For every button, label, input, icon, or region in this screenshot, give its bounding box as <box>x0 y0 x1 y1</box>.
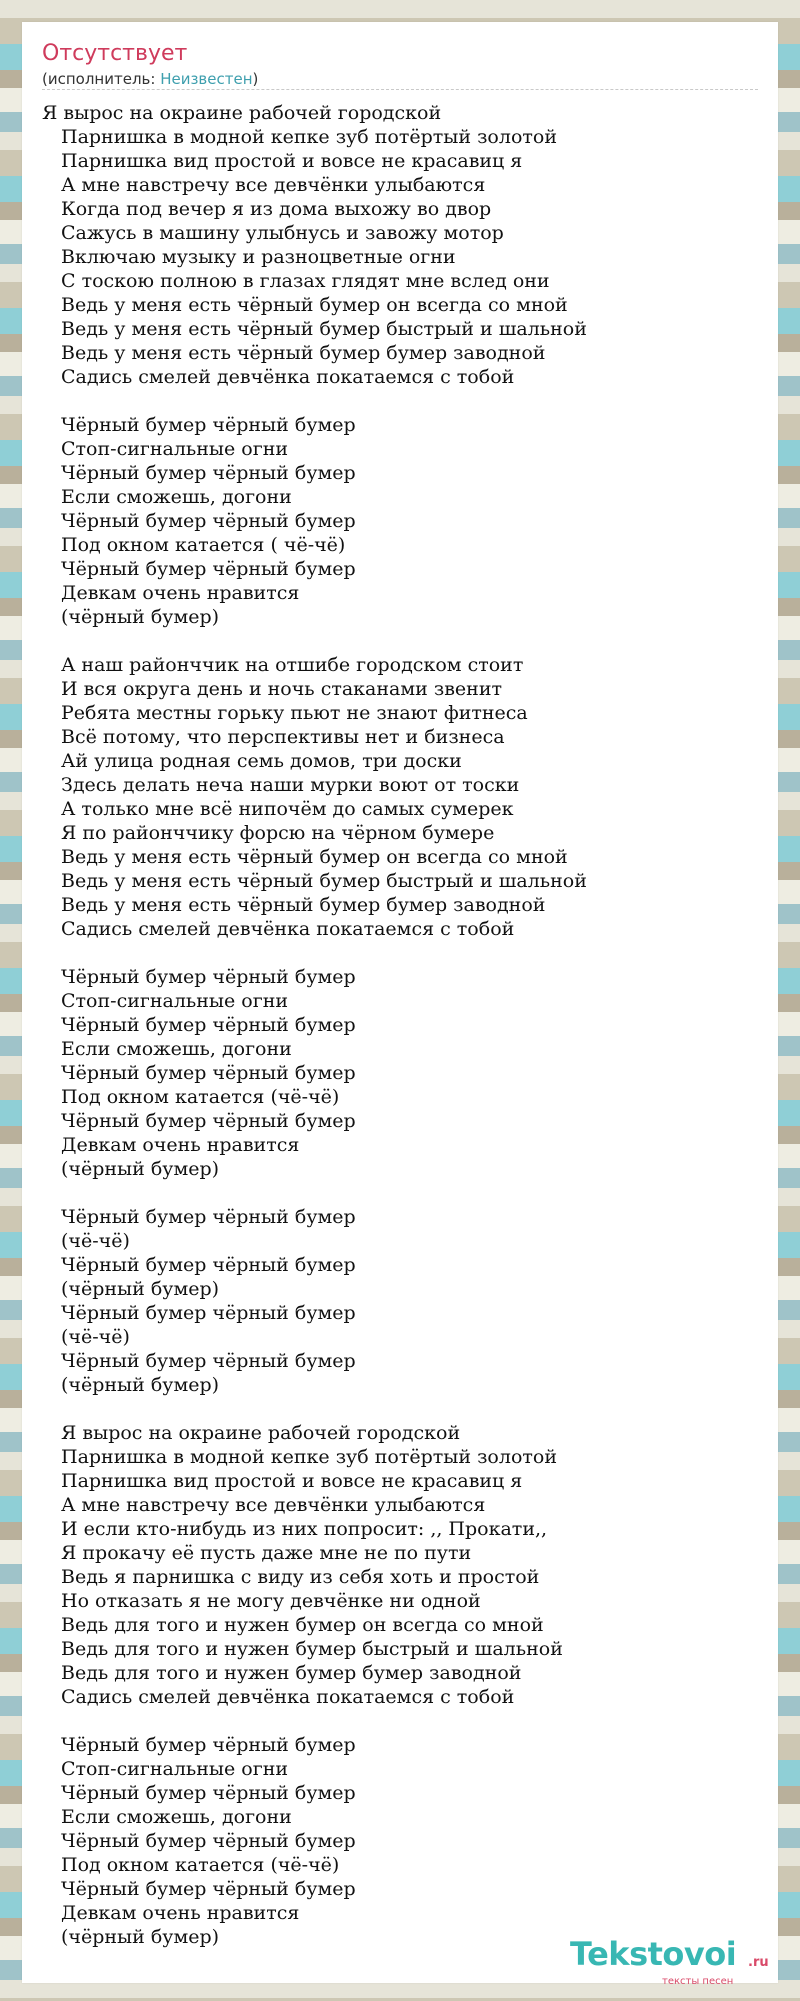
lyrics-line: Чёрный бумер чёрный бумер <box>61 1062 356 1084</box>
lyrics-line: Чёрный бумер чёрный бумер <box>61 558 356 580</box>
lyrics-line: Я по районччику форсю на чёрном бумере <box>61 822 495 844</box>
lyrics-line: Чёрный бумер чёрный бумер <box>61 1350 356 1372</box>
lyrics-line: Садись смелей девчёнка покатаемся с тобой <box>61 366 515 388</box>
lyrics-text <box>42 101 587 1949</box>
lyrics-blank-line <box>42 629 587 653</box>
lyrics-line: (чё-чё) <box>61 1326 130 1348</box>
lyrics-line: Чёрный бумер чёрный бумер <box>61 1830 356 1852</box>
lyrics-line: А наш районччик на отшибе городском стоит <box>61 654 524 676</box>
lyrics-line: Чёрный бумер чёрный бумер <box>61 1014 356 1036</box>
lyrics-line: Ведь у меня есть чёрный бумер он всегда со мной <box>61 294 568 316</box>
lyrics-blank-line <box>42 1709 587 1733</box>
lyrics-line: Чёрный бумер чёрный бумер <box>61 1782 356 1804</box>
lyrics-line: Всё потому, что перспективы нет и бизнеса <box>61 726 505 748</box>
lyrics-line: Стоп-сигнальные огни <box>61 438 289 460</box>
lyrics-blank-line <box>42 389 587 413</box>
artist-suffix: ) <box>252 70 259 88</box>
lyrics-line: Чёрный бумер чёрный бумер <box>61 1302 356 1324</box>
lyrics-line: (чё-чё) <box>61 1230 130 1252</box>
lyrics-line: Парнишка в модной кепке зуб потёртый золотой <box>61 126 557 148</box>
lyrics-line: Парнишка вид простой и вовсе не красавиц я <box>61 1470 523 1492</box>
lyrics-line: Включаю музыку и разноцветные огни <box>61 246 456 268</box>
artist-prefix: (исполнитель: <box>42 70 161 88</box>
lyrics-line: Чёрный бумер чёрный бумер <box>61 414 356 436</box>
artist-link[interactable]: Неизвестен <box>160 70 253 88</box>
lyrics-line: Ведь у меня есть чёрный бумер бумер заводной <box>61 342 546 364</box>
lyrics-line: Стоп-сигнальные огни <box>61 990 289 1012</box>
lyrics-line: (чёрный бумер) <box>61 1278 220 1300</box>
lyrics-line: Девкам очень нравится <box>61 1902 300 1924</box>
lyrics-line: Я прокачу её пусть даже мне не по пути <box>61 1542 472 1564</box>
lyrics-line: Здесь делать неча наши мурки воют от тоски <box>61 774 520 796</box>
lyrics-line: Чёрный бумер чёрный бумер <box>61 1734 356 1756</box>
lyrics-line: Девкам очень нравится <box>61 1134 300 1156</box>
lyrics-line: Чёрный бумер чёрный бумер <box>61 1206 356 1228</box>
lyrics-line: Садись смелей девчёнка покатаемся с тобой <box>61 1686 515 1708</box>
lyrics-blank-line <box>42 1181 587 1205</box>
lyrics-line: Чёрный бумер чёрный бумер <box>61 510 356 532</box>
lyrics-line: И если кто-нибудь из них попросит: ,, Прокати,, <box>61 1518 548 1540</box>
lyrics-line: И вся округа день и ночь стаканами звенит <box>61 678 502 700</box>
lyrics-line: Парнишка в модной кепке зуб потёртый золотой <box>61 1446 557 1468</box>
lyrics-line: Если сможешь, догони <box>61 1038 292 1060</box>
site-tagline: тексты песен <box>662 1976 734 1987</box>
lyrics-blank-line <box>42 941 587 965</box>
lyrics-line: Когда под вечер я из дома выхожу во двор <box>61 198 492 220</box>
lyrics-line: Чёрный бумер чёрный бумер <box>61 1254 356 1276</box>
lyrics-line: Сажусь в машину улыбнусь и завожу мотор <box>61 222 504 244</box>
header-divider <box>42 89 758 90</box>
lyrics-line: Ведь у меня есть чёрный бумер быстрый и шальной <box>61 318 587 340</box>
site-logo-tld: .ru <box>748 1955 769 1970</box>
lyrics-line: Под окном катается (чё-чё) <box>61 1854 340 1876</box>
lyrics-line: Но отказать я не могу девчёнке ни одной <box>61 1590 481 1612</box>
lyrics-line: Чёрный бумер чёрный бумер <box>61 966 356 988</box>
lyrics-line: Парнишка вид простой и вовсе не красавиц я <box>61 150 523 172</box>
song-title: Отсутствует <box>42 41 188 66</box>
lyrics-line: Девкам очень нравится <box>61 582 300 604</box>
lyrics-line: (чёрный бумер) <box>61 1926 220 1948</box>
lyrics-line: Ведь у меня есть чёрный бумер быстрый и шальной <box>61 870 587 892</box>
lyrics-line: (чёрный бумер) <box>61 1158 220 1180</box>
lyrics-line: Я вырос на окраине рабочей городской <box>42 102 442 124</box>
lyrics-line: Ведь для того и нужен бумер быстрый и шальной <box>61 1638 563 1660</box>
lyrics-line: Ведь у меня есть чёрный бумер он всегда со мной <box>61 846 568 868</box>
lyrics-line: Если сможешь, догони <box>61 1806 292 1828</box>
lyrics-line: Ай улица родная семь домов, три доски <box>61 750 462 772</box>
lyrics-line: Под окном катается (чё-чё) <box>61 1086 340 1108</box>
lyrics-line: Садись смелей девчёнка покатаемся с тобой <box>61 918 515 940</box>
lyrics-line: Я вырос на окраине рабочей городской <box>61 1422 461 1444</box>
lyrics-blank-line <box>42 1397 587 1421</box>
lyrics-line: Чёрный бумер чёрный бумер <box>61 462 356 484</box>
lyrics-line: (чёрный бумер) <box>61 606 220 628</box>
lyrics-line: Ведь для того и нужен бумер он всегда со мной <box>61 1614 544 1636</box>
lyrics-line: А мне навстречу все девчёнки улыбаются <box>61 1494 486 1516</box>
lyrics-line: Стоп-сигнальные огни <box>61 1758 289 1780</box>
lyrics-line: С тоскою полною в глазах глядят мне вслед они <box>61 270 550 292</box>
artist-line <box>42 70 258 88</box>
lyrics-line: Ведь у меня есть чёрный бумер бумер заводной <box>61 894 546 916</box>
lyrics-line: Чёрный бумер чёрный бумер <box>61 1878 356 1900</box>
lyrics-line: Ведь для того и нужен бумер бумер заводной <box>61 1662 522 1684</box>
lyrics-line: Если сможешь, догони <box>61 486 292 508</box>
lyrics-line: Чёрный бумер чёрный бумер <box>61 1110 356 1132</box>
lyrics-line: Под окном катается ( чё-чё) <box>61 534 346 556</box>
lyrics-line: А мне навстречу все девчёнки улыбаются <box>61 174 486 196</box>
lyrics-line: А только мне всё нипочём до самых сумерек <box>61 798 514 820</box>
lyrics-line: Ведь я парнишка с виду из себя хоть и простой <box>61 1566 540 1588</box>
lyrics-line: Ребята местны горьку пьют не знают фитнеса <box>61 702 528 724</box>
lyrics-line: (чёрный бумер) <box>61 1374 220 1396</box>
site-logo[interactable]: Tekstovoi <box>570 1935 737 1973</box>
